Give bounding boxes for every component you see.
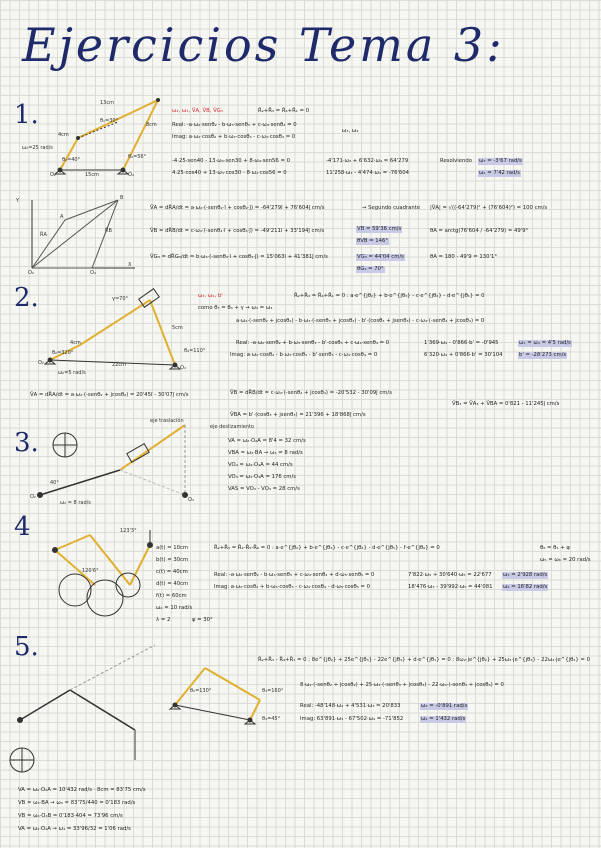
ex2-vba-eq: V̄BA = b'·(cosθ₃ + jsenθ₃) = 21'396 + 18'868j̄ cm/s [230, 412, 366, 418]
ex1-unknowns: ω₂, ω₃, V̄A, V̄B, V̄G₃ [172, 108, 223, 114]
ex1-axis-o4: O₄ [90, 270, 96, 276]
ex2-num1: 1'369·ω₄ - 0'866·b' = -0'945 [424, 340, 499, 346]
ex2-label-o2: O₂ [38, 360, 44, 366]
ex4-num1: 7'822·ω₃ + 30'640·ω₅ = 22'677 [408, 572, 492, 578]
ex2-deriv-note: como θ₃ = θ₄ + γ → ω₃ = ω₄ [198, 305, 273, 311]
ex3-w2: ω₂ = 8 rad/s [60, 500, 91, 506]
ex1-point-b: B [120, 195, 124, 201]
ex1-brace-note: ω₃, ω₄ [342, 128, 359, 134]
ex2-vb-eq: V̄B = dR̄B/dt = c·ω₄·(-senθ₄ + jcosθ₄) = -20'532 - 30'09j̄ cm/s [230, 390, 392, 396]
ex5-bottom-0: VA = ω₂·O₂A = 10'432 rad/s · 8cm = 83'75 cm/s [18, 787, 146, 793]
ex1-num-eq1: -4·25·sen40 - 13·ω₃·sen30 + 8·ω₄·sen56 = 0 [172, 158, 290, 164]
ex1-real-eq: Real: -a·ω₂·senθ₂ - b·ω₃·senθ₃ + c·ω₄·senθ₄ = 0 [172, 122, 297, 128]
ex1-axis-y: Y [16, 198, 20, 204]
ex4-w4-result: ω₄ = 16'82 rad/s [503, 584, 548, 590]
ex1-vg3-angle: θG₃ = 70° [357, 266, 384, 272]
ex1-num-res2: 11'258·ω₃ - 4'474·ω₄ = -76'604 [326, 170, 410, 176]
ex3-va: VA = ω₂·O₂A = 8'4 = 32 cm/s [228, 438, 306, 444]
ex2-imag-eq: Imag: a·ω₂·cosθ₂ - b·ω₃·cosθ₃ - b'·senθ₃ - c·ω₄·cosθ₄ = 0 [230, 352, 378, 358]
ex5-imag: Imag: 63'891·ω₃ - 67'502·ω₄ = -71'852 [300, 716, 404, 722]
ex4-imag-eq: Imag: a·ω₂·cosθ₂ + b·ω₃·cosθ₃ - c·ω₄·cosθ₄ - d·ω₅·cosθ₅ = 0 [214, 584, 371, 590]
ex5-bottom-2: VB = ω₄·O₄B = 0'183·404 = 73'96 cm/s [18, 813, 123, 819]
ex5-w3-result: ω₃ = -0'891 rad/s [421, 703, 468, 709]
ex2-unknowns: ω₃, ω₄, b' [198, 293, 223, 299]
ex1-axes [32, 200, 135, 268]
ex1-vg3-eq: V̄G₃ = dR̄G₃/dt = b·ω₃·(-senθ₃·ī + cosθ₃·j̄) = 15'063ī + 41'381j̄ cm/s [150, 254, 328, 260]
page-title: Ejercicios Tema 3: [22, 18, 505, 72]
ex1-vector-eq: R̄₂+R̄₃ = R̄₄+R̄₁ = 0 [258, 108, 310, 114]
ex1-imag-eq: Imag: a·ω₂·cosθ₂ + b·ω₃·cosθ₃ - c·ω₄·cosθ₄ = 0 [172, 134, 296, 140]
ex1-label-o4: O₄ [128, 172, 134, 178]
section-number-1: 1. [14, 100, 39, 130]
ex3-vo3: VO₃ = ω₃·O₃A = 176 cm/s [228, 474, 297, 480]
ex1-label-a: 4cm [58, 132, 69, 138]
ex1-label-t2: θ₂=40° [62, 157, 81, 163]
ex3-eje-traslacion: eje traslación [150, 418, 184, 424]
ex2-va-eq: V̄A = dR̄A/dt = a·ω₂·(-senθ₂ + jcosθ₂) = 20'45ī - 30'07j̄ cm/s [30, 392, 189, 398]
ex4-param-1: b(t) = 30cm [156, 557, 189, 563]
ex1-vector-ra: R̄A [40, 232, 47, 238]
ex2-label-d: 22cm [112, 362, 126, 368]
ex1-vg3-mag: VG₃ = 44'04 cm/s [357, 254, 404, 260]
ex2-num2: 6'320·ω₄ + 0'866·b' = 30'104 [424, 352, 503, 358]
ex5-deriv: 8·ω₂·(-senθ₂ + jcosθ₂) + 25·ω₃·(-senθ₃ + jcosθ₃) - 22·ω₄·(-senθ₄ + jcosθ₄) = 0 [300, 682, 504, 688]
ex4-w3-result: ω₃ = 2'928 rad/s [503, 572, 548, 578]
ex1-point-a: A [60, 214, 64, 220]
ex4-angle: 123'3° [120, 528, 137, 534]
ex1-label-o2: O₂ [50, 172, 56, 178]
ex4-relation: θ₆ = θ₅ + φ [540, 545, 570, 551]
ex1-va-eq: V̄A = dR̄A/dt = a·ω₂·(-senθ₂·ī + cosθ₂·j̄) = -64'279ī + 76'604j̄ cm/s [150, 205, 325, 211]
ex2-label-gamma: γ=70° [112, 296, 129, 302]
ex1-vector-rb: R̄B [105, 228, 112, 234]
ex4-w56: ω₅ = ω₆ = 20 rad/s [540, 557, 591, 563]
ex1-va-mag: |V̄A| = √((-64'279)² + (76'604)²) = 100 cm/s [430, 205, 548, 211]
ex1-label-w2: ω₂=25 rad/s [22, 145, 53, 151]
ex1-resolviendo: Resolviendo [440, 158, 472, 164]
ex5-bottom-1: VB = ω₃·BA → ω₃ = 83'75/440 = 0'183 rad/s [18, 800, 136, 806]
ex1-num-eq2: 4·25·cos40 + 13·ω₃·cos30 - 8·ω₄·cos56 = 0 [172, 170, 287, 176]
ex4-param-5: ω₂ = 10 rad/s [156, 605, 193, 611]
ex3-vba: VBA = ω₃·BA → ω₃ = 8 rad/s [228, 450, 303, 456]
section-number-3: 3. [14, 428, 39, 458]
section-number-4: 4 [14, 512, 31, 542]
ex1-w4-result: ω₄ = 7'42 rad/s [479, 170, 520, 176]
ex3-eje-deslizamiento: eje deslizamiento [210, 424, 254, 430]
ex1-axis-x: X [128, 262, 132, 268]
ex5-mechanism-left [10, 645, 155, 772]
ex3-o2: O₂ [30, 494, 36, 500]
ex4-angle2: 120'6° [82, 568, 99, 574]
ex1-label-b: 13cm [100, 100, 114, 106]
ex1-axis-o2: O₂ [28, 270, 34, 276]
ex2-label-w2: ω₂=5 rad/s [58, 370, 86, 376]
ex4-param-6: λ = 2 [156, 617, 171, 623]
ex1-vb-eq: V̄B = dR̄B/dt = c·ω₄·(-senθ₄·ī + cosθ₄·j̄) = -49'211ī + 33'194j̄ cm/s [150, 228, 325, 234]
ex5-w4-result: ω₄ = 1'432 rad/s [421, 716, 466, 722]
ex2-w-result: ω₃ = ω₄ = 4'5 rad/s [519, 340, 571, 346]
ex4-param-0: a(t) = 10cm [156, 545, 189, 551]
ex5-label-t4: θ₄=45° [262, 716, 281, 722]
ex1-label-d: 15cm [85, 172, 99, 178]
ex4-mechanism [53, 530, 153, 616]
ex1-segundo: → Segundo cuadrante [362, 205, 421, 211]
section-number-5: 5. [14, 632, 39, 662]
ex1-num-res1: -4'171·ω₃ + 6'632·ω₄ = 64'279 [326, 158, 409, 164]
ex3-mechanism [38, 425, 188, 498]
ex1-va-angle2: θA = 180 - 49'9 = 130'1° [430, 254, 498, 260]
ex4-num2: 18'476·ω₃ - 39'992·ω₅ = 44'081 [408, 584, 493, 590]
ex2-b-result: b' = -28'273 cm/s [519, 352, 567, 358]
ex4-param-2: c(t) = 40cm [156, 569, 188, 575]
ex3-vo4: VO₄ = ω₄·O₄A = 44 cm/s [228, 462, 293, 468]
ex5-vector-eq: R̄₂+R̄₃ - R̄₄+R̄₁ = 0 ; 8e^{jθ₂} + 25e^{jθ₃} - 22e^{jθ₄} + d·e^{jθ₁} = 0 ; 8ω₂·je^{jθ₂} + 25ω₃·je^{jθ₃} - 22ω₄·je^{jθ₄} = 0 [258, 657, 590, 663]
ex2-label-a: 4cm [70, 340, 81, 346]
ex1-label-t1: θ₁=30° [100, 118, 119, 124]
ex5-real: Real: -48'148·ω₂ + 4'531·ω₃ = 20'833 [300, 703, 401, 709]
ex2-vb3: V̄B₃ = V̄A₃ + V̄BA = 0'821 - 11'245j̄ cm/s [452, 401, 560, 407]
ex4-param-3: d(t) = 40cm [156, 581, 189, 587]
ex5-label-t2: θ₂=130° [190, 688, 212, 694]
ex1-label-c: 8cm [146, 122, 157, 128]
ex2-label-t2: θ₂=320° [52, 350, 74, 356]
ex2-label-t4: θ₄=110° [184, 348, 206, 354]
ex4-param-4: f(t) = 60cm [156, 593, 187, 599]
ex4-param-7: φ = 30° [192, 617, 213, 623]
ex3-angle: 40° [50, 480, 59, 486]
ex2-vector-eq: R̄₂+R̄₃ = R̄₄+R̄₁ = 0 : a·e^{jθ₂} + b·e^{jθ₃} - c·e^{jθ₄} - d·e^{jθ₁} = 0 [294, 293, 485, 299]
ex5-bottom-3: VA = ω₄·O₄A → ω₄ = 33'96/32 = 1'06 rad/s [18, 826, 131, 832]
ex1-w3-result: ω₃ = -3'67 rad/s [479, 158, 522, 164]
ex3-vas: VAS = VO₄ - VO₃ = 28 cm/s [228, 486, 300, 492]
ex5-mechanism-right [170, 668, 260, 724]
ex4-vector-eq: R̄₂+R̄₃ = R̄₄-R̄₅-R̄₆ = 0 : a·e^{jθ₂} + b·e^{jθ₃} - c·e^{jθ₄} - d·e^{jθ₅} - f·e^{jθ₆} = 0 [214, 545, 440, 551]
ex1-vb-mag: VB = 59'36 cm/s [357, 226, 402, 232]
ex2-deriv-eq: a·ω₂·(-senθ₂ + jcosθ₂) - b·ω₃·(-senθ₃ + jcosθ₃) - b'·(cosθ₃ + jsenθ₃) - c·ω₄·(-senθ₄ + jcosθ₄) = 0 [236, 318, 485, 324]
section-number-2: 2. [14, 283, 39, 313]
ex2-label-o4: O₄ [180, 365, 186, 371]
ex1-va-angle: θA = arctg(76'604 / -64'279) = 49'9° [430, 228, 529, 234]
ex4-real-eq: Real: -a·ω₂·senθ₂ - b·ω₃·senθ₃ + c·ω₄·senθ₄ + d·ω₅·senθ₅ = 0 [214, 572, 375, 578]
ex2-real-eq: Real: -a·ω₂·senθ₂ + b·ω₃·senθ₃ - b'·cosθ₃ + c·ω₄·senθ₄ = 0 [236, 340, 390, 346]
ex5-label-t3: θ₃=160° [262, 688, 284, 694]
ex3-o4: O₄ [188, 497, 194, 503]
ex2-label-c: 5cm [172, 325, 183, 331]
ex1-vb-angle: θVB = 146° [357, 238, 389, 244]
ex1-label-t4: θ₄=56° [128, 154, 147, 160]
